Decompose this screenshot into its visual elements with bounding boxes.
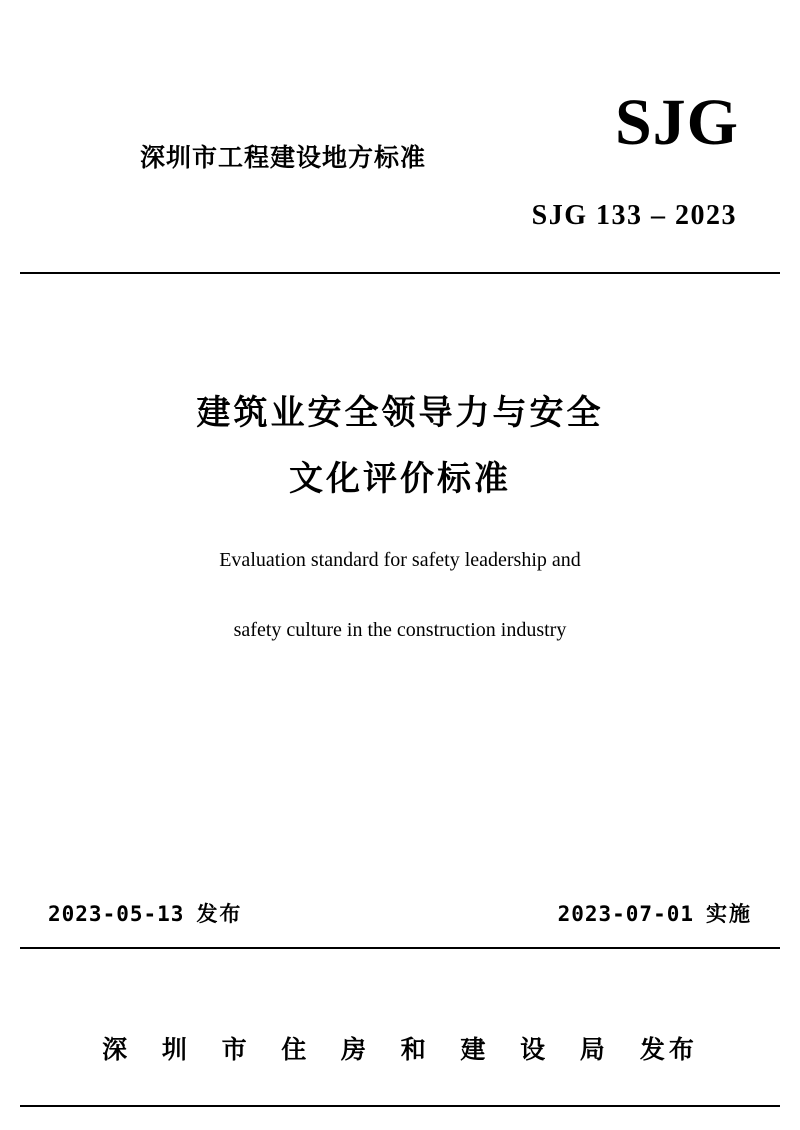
publisher-verb: 发布 xyxy=(639,1035,698,1064)
issue-date-label: 发布 xyxy=(196,902,243,926)
issue-date-group xyxy=(48,898,242,928)
effective-date-value: 2023-07-01 xyxy=(557,902,694,926)
cover-header-inner xyxy=(55,86,745,270)
title-english-line-2: safety culture in the construction industry xyxy=(233,619,567,641)
effective-date-group xyxy=(558,898,752,928)
title-chinese-line-2: 文化评价标准 xyxy=(289,459,511,499)
divider-bottom xyxy=(20,1105,780,1107)
publisher-organization: 深 圳 市 住 房 和 建 设 局 xyxy=(102,1035,618,1064)
effective-date-label: 实施 xyxy=(706,902,752,926)
issue-date-value: 2023-05-13 xyxy=(48,902,185,926)
title-block xyxy=(0,380,800,652)
divider-middle xyxy=(20,947,780,949)
dates-row xyxy=(48,898,752,928)
cover-header xyxy=(0,86,800,270)
divider-top xyxy=(20,272,780,274)
standard-series-label: 深圳市工程建设地方标准 xyxy=(140,143,427,172)
publisher-row xyxy=(0,1030,800,1066)
title-english-line-1: Evaluation standard for safety leadership and xyxy=(219,549,581,571)
standard-number: SJG 133 – 2023 xyxy=(531,200,737,231)
title-chinese-line-1: 建筑业安全领导力与安全 xyxy=(196,393,604,433)
sjg-logo: SJG xyxy=(614,86,739,159)
